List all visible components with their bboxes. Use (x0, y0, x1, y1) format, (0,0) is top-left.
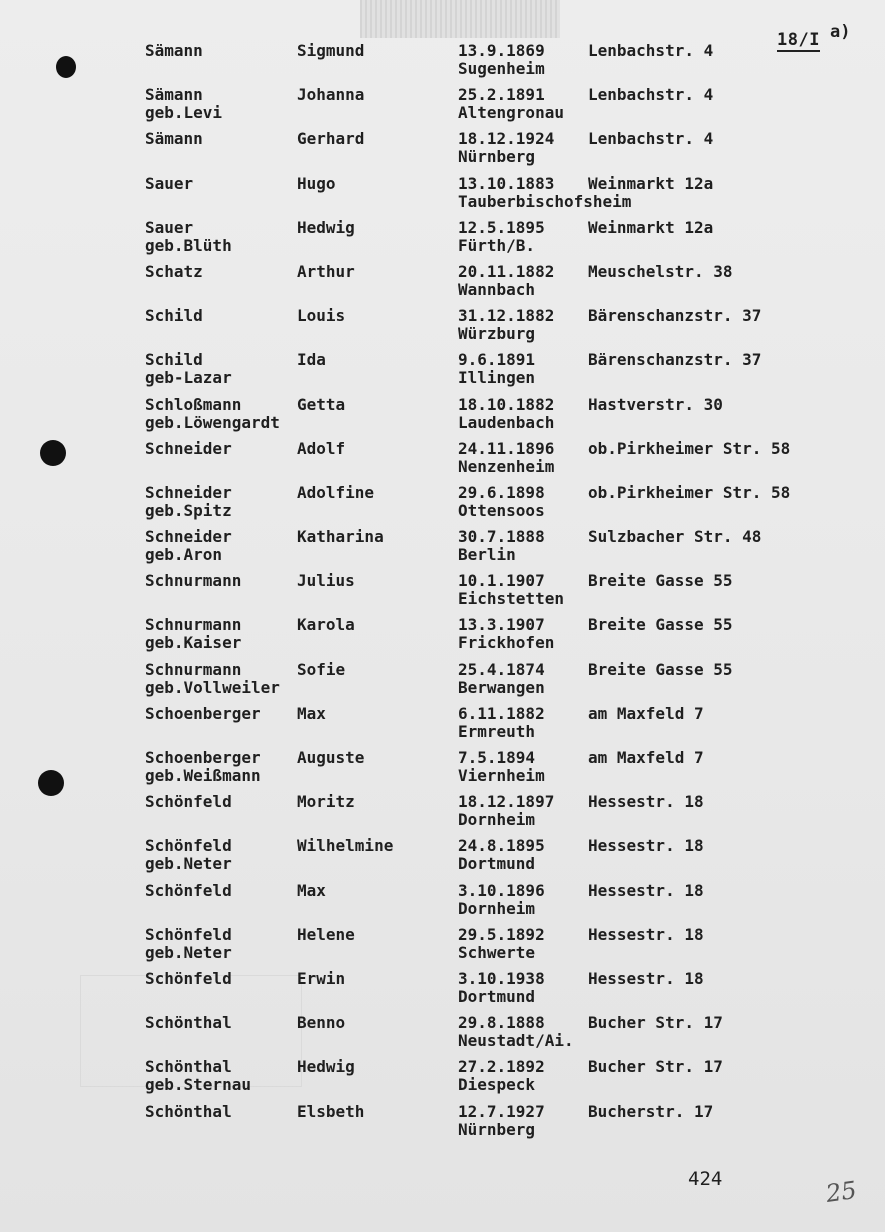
entry-surname: Schönthal (145, 1057, 232, 1077)
entry-birth-date: 12.5.1895 (458, 217, 545, 237)
sheet-reference: 18/I (777, 30, 820, 50)
entry-birth-date: 12.7.1927 (458, 1101, 545, 1121)
register-entry (145, 484, 845, 528)
entry-address: ob.Pirkheimer Str. 58 (588, 482, 791, 502)
entry-birth-date: 25.2.1891 (458, 85, 545, 105)
entry-given-name: Katharina (297, 527, 384, 547)
entry-given-name: Wilhelmine (297, 836, 394, 856)
entry-birth-date: 30.7.1888 (458, 527, 545, 547)
entry-address: Bucher Str. 17 (588, 1057, 723, 1077)
entry-given-name: Gerhard (297, 129, 365, 149)
entry-birth-date: 18.10.1882 (458, 394, 555, 414)
entry-birthname: geb.Blüth (145, 235, 232, 255)
entry-surname: Schönfeld (145, 836, 232, 856)
entry-given-name: Adolf (297, 438, 346, 458)
entry-birth-place: Ottensoos (458, 500, 545, 520)
entry-given-name: Moritz (297, 792, 355, 812)
entry-birth-date: 18.12.1897 (458, 792, 555, 812)
entry-surname: Schatz (145, 261, 203, 281)
entry-birth-place: Frickhofen (458, 633, 555, 653)
entry-surname: Schnurmann (145, 615, 242, 635)
register-entry (145, 616, 845, 660)
entry-surname: Schönthal (145, 1013, 232, 1033)
entry-birth-date: 24.11.1896 (458, 438, 555, 458)
entry-birthname: geb.Neter (145, 942, 232, 962)
entry-address: Lenbachstr. 4 (588, 85, 714, 105)
register-entry (145, 351, 845, 395)
entry-address: Lenbachstr. 4 (588, 41, 714, 60)
entry-birthname: geb.Aron (145, 545, 223, 565)
entry-birth-place: Nenzenheim (458, 456, 555, 476)
register-entry (145, 42, 845, 86)
entry-address: ob.Pirkheimer Str. 58 (588, 438, 791, 458)
entry-address: am Maxfeld 7 (588, 748, 704, 767)
register-entry (145, 749, 845, 793)
punch-hole-middle (40, 440, 66, 466)
entry-birth-date: 29.6.1898 (458, 482, 545, 502)
entry-surname: Schneider (145, 438, 232, 458)
entry-birth-place: Diespeck (458, 1075, 536, 1095)
entry-surname: Schönfeld (145, 880, 232, 900)
entry-given-name: Benno (297, 1013, 346, 1033)
entry-given-name: Erwin (297, 968, 346, 988)
entry-given-name: Karola (297, 615, 355, 635)
entry-surname: Sämann (145, 41, 203, 60)
entry-birth-date: 7.5.1894 (458, 748, 536, 767)
entry-address: Lenbachstr. 4 (588, 129, 714, 149)
entry-surname: Sauer (145, 173, 194, 193)
entry-address: Hessestr. 18 (588, 968, 704, 988)
entry-birthname: geb.Weißmann (145, 766, 261, 785)
entry-birth-date: 6.11.1882 (458, 703, 545, 723)
entry-address: Breite Gasse 55 (588, 659, 733, 679)
pencil-annotation: 25 (824, 1176, 859, 1208)
entry-given-name: Julius (297, 571, 355, 591)
entry-address: Breite Gasse 55 (588, 571, 733, 591)
entry-given-name: Auguste (297, 748, 365, 767)
register-entry (145, 926, 845, 970)
entry-birth-date: 10.1.1907 (458, 571, 545, 591)
register-entry (145, 1103, 845, 1147)
entry-given-name: Elsbeth (297, 1101, 365, 1121)
entry-address: Weinmarkt 12a (588, 173, 714, 193)
entry-birthname: geb.Löwengardt (145, 412, 280, 432)
entry-birthname: geb.Sternau (145, 1075, 251, 1095)
entry-address: Sulzbacher Str. 48 (588, 527, 762, 547)
register-entry (145, 528, 845, 572)
entry-surname: Schönfeld (145, 924, 232, 944)
entry-birth-place: Wannbach (458, 279, 536, 299)
entry-birth-date: 13.10.1883 (458, 173, 555, 193)
entry-address: Hessestr. 18 (588, 836, 704, 856)
entry-birth-date: 25.4.1874 (458, 659, 545, 679)
entry-birth-place: Dornheim (458, 898, 536, 918)
entry-given-name: Hedwig (297, 1057, 355, 1077)
entry-birth-place: Dortmund (458, 986, 536, 1006)
register-entry (145, 572, 845, 616)
register-entry (145, 307, 845, 351)
entry-address: Hessestr. 18 (588, 924, 704, 944)
entry-surname: Schild (145, 350, 203, 370)
entry-surname: Schoenberger (145, 703, 261, 723)
entry-given-name: Ida (297, 350, 326, 370)
entry-given-name: Hugo (297, 173, 336, 193)
entry-given-name: Getta (297, 394, 346, 414)
entry-birth-date: 24.8.1895 (458, 836, 545, 856)
entry-birth-date: 20.11.1882 (458, 261, 555, 281)
register-entry (145, 793, 845, 837)
punch-hole-lower (38, 770, 64, 796)
entry-address: Bärenschanzstr. 37 (588, 306, 762, 326)
entry-address: Hastverstr. 30 (588, 394, 723, 414)
entry-surname: Schoenberger (145, 748, 261, 767)
entry-birth-place: Berwangen (458, 677, 545, 697)
entry-surname: Schnurmann (145, 571, 242, 591)
entry-birthname: geb.Levi (145, 103, 223, 123)
page-number: 424 (688, 1168, 723, 1190)
entry-surname: Schloßmann (145, 394, 242, 414)
entry-surname: Schild (145, 306, 203, 326)
entry-birthname: geb.Kaiser (145, 633, 242, 653)
entry-given-name: Sigmund (297, 41, 365, 60)
entry-birth-place: Sugenheim (458, 59, 545, 78)
punch-hole-top (56, 56, 76, 78)
entry-given-name: Max (297, 703, 326, 723)
entry-address: Weinmarkt 12a (588, 217, 714, 237)
entry-given-name: Helene (297, 924, 355, 944)
entry-surname: Schneider (145, 482, 232, 502)
entry-address: Breite Gasse 55 (588, 615, 733, 635)
entry-address: Bucher Str. 17 (588, 1013, 723, 1033)
entry-birth-place: Altengronau (458, 103, 564, 123)
entry-surname: Sauer (145, 217, 194, 237)
entry-surname: Schönfeld (145, 968, 232, 988)
entry-birth-date: 13.3.1907 (458, 615, 545, 635)
entry-birth-place: Ermreuth (458, 721, 536, 741)
entry-birth-place: Dornheim (458, 810, 536, 830)
register-entry (145, 219, 845, 263)
entry-birthname: geb-Lazar (145, 368, 232, 388)
entry-birth-place: Tauberbischofsheim (458, 191, 632, 211)
register-entry (145, 1014, 845, 1058)
register-entry (145, 882, 845, 926)
entry-given-name: Johanna (297, 85, 365, 105)
register-entry (145, 970, 845, 1014)
register-entry (145, 837, 845, 881)
entry-birth-place: Würzburg (458, 324, 536, 344)
entry-birth-place: Eichstetten (458, 589, 564, 609)
entry-address: Hessestr. 18 (588, 880, 704, 900)
entry-birth-date: 29.8.1888 (458, 1013, 545, 1033)
register-entry (145, 263, 845, 307)
register-entry (145, 130, 845, 174)
register-entry (145, 86, 845, 130)
entry-birth-date: 31.12.1882 (458, 306, 555, 326)
entry-given-name: Louis (297, 306, 346, 326)
entry-birthname: geb.Spitz (145, 500, 232, 520)
entry-birth-date: 27.2.1892 (458, 1057, 545, 1077)
entry-birthname: geb.Vollweiler (145, 677, 280, 697)
entry-birth-place: Illingen (458, 368, 536, 388)
entry-address: Meuschelstr. 38 (588, 261, 733, 281)
entry-birth-place: Fürth/B. (458, 235, 536, 255)
entry-surname: Schönthal (145, 1101, 232, 1121)
sheet-reference-suffix: a) (830, 22, 851, 42)
entry-birth-date: 3.10.1938 (458, 968, 545, 988)
entry-given-name: Sofie (297, 659, 346, 679)
entry-surname: Schneider (145, 527, 232, 547)
entry-birth-date: 13.9.1869 (458, 41, 545, 60)
entry-surname: Sämann (145, 129, 203, 149)
entry-birth-place: Viernheim (458, 766, 545, 785)
register-entry (145, 396, 845, 440)
entry-birth-date: 3.10.1896 (458, 880, 545, 900)
entry-birth-place: Laudenbach (458, 412, 555, 432)
entry-given-name: Adolfine (297, 482, 375, 502)
entry-given-name: Hedwig (297, 217, 355, 237)
entry-surname: Schnurmann (145, 659, 242, 679)
entry-birthname: geb.Neter (145, 854, 232, 874)
entry-birth-place: Nürnberg (458, 147, 536, 167)
entry-address: Hessestr. 18 (588, 792, 704, 812)
entry-address: Bärenschanzstr. 37 (588, 350, 762, 370)
register-entries (145, 42, 845, 1147)
entry-surname: Schönfeld (145, 792, 232, 812)
register-entry (145, 705, 845, 749)
entry-given-name: Arthur (297, 261, 355, 281)
register-entry (145, 440, 845, 484)
entry-birth-date: 29.5.1892 (458, 924, 545, 944)
entry-birth-place: Dortmund (458, 854, 536, 874)
scan-smudge (360, 0, 560, 38)
register-entry (145, 1058, 845, 1102)
entry-birth-place: Neustadt/Ai. (458, 1031, 574, 1051)
entry-given-name: Max (297, 880, 326, 900)
entry-surname: Sämann (145, 85, 203, 105)
entry-birth-place: Schwerte (458, 942, 536, 962)
entry-birth-place: Nürnberg (458, 1119, 536, 1139)
entry-birth-date: 18.12.1924 (458, 129, 555, 149)
entry-birth-date: 9.6.1891 (458, 350, 536, 370)
entry-address: Bucherstr. 17 (588, 1101, 714, 1121)
register-entry (145, 175, 845, 219)
entry-address: am Maxfeld 7 (588, 703, 704, 723)
entry-birth-place: Berlin (458, 545, 516, 565)
register-entry (145, 661, 845, 705)
